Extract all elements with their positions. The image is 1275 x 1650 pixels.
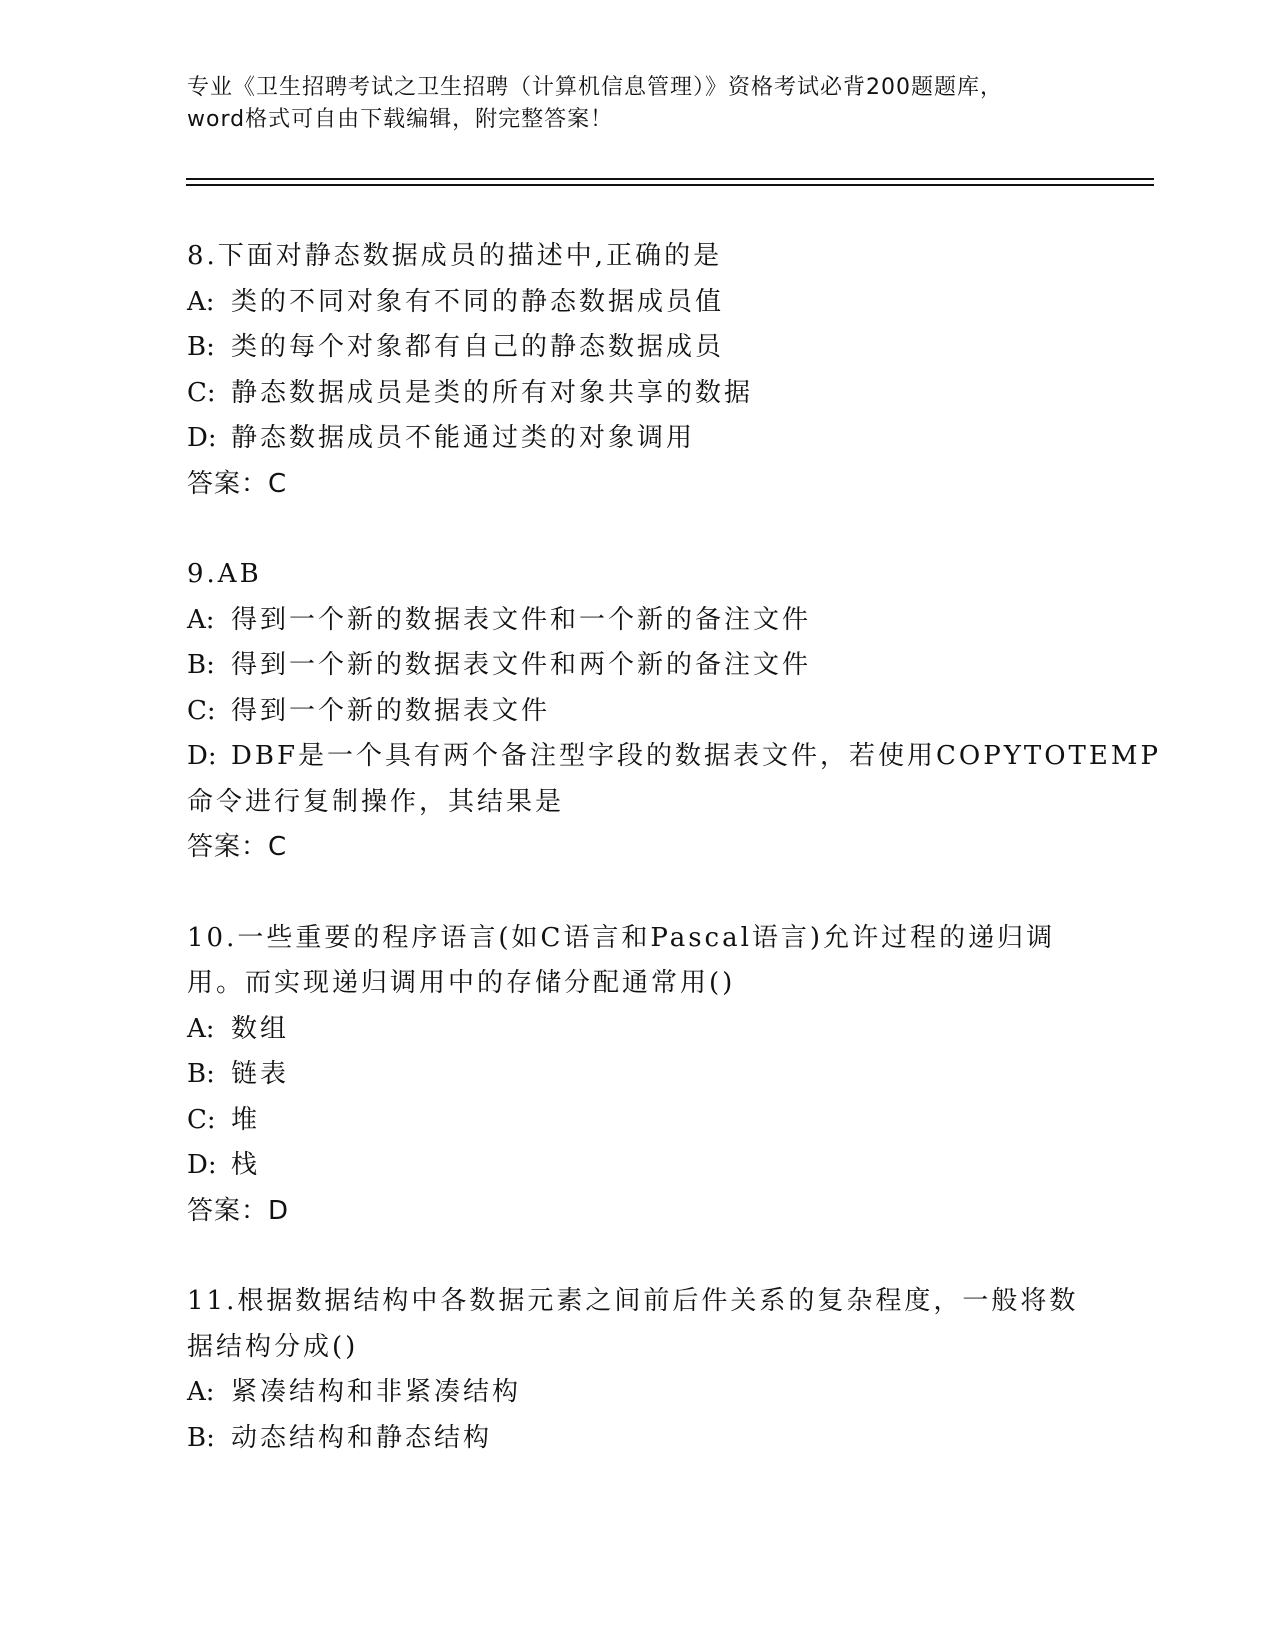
- option-text: 紧凑结构和非紧凑结构: [231, 1377, 522, 1407]
- option-c: [187, 371, 1087, 417]
- option-text: 静态数据成员不能通过类的对象调用: [231, 423, 696, 453]
- option-letter: A:: [187, 1377, 215, 1407]
- question-stem-continuation: 用。而实现递归调用中的存储分配通常用(): [187, 968, 736, 998]
- option-text: 得到一个新的数据表文件和一个新的备注文件: [231, 604, 812, 635]
- option-text: 得到一个新的数据表文件和两个新的备注文件: [231, 650, 812, 680]
- option-a: [187, 1370, 1087, 1416]
- header-line-1: 专业《卫生招聘考试之卫生招聘（计算机信息管理）》资格考试必背200题题库，: [187, 75, 1003, 100]
- option-b: [187, 643, 1087, 689]
- option-d-continuation: 命令进行复制操作，其结果是: [187, 786, 565, 817]
- option-text: 动态结构和静态结构: [231, 1422, 493, 1453]
- option-letter: C:: [187, 377, 216, 408]
- option-text: 类的每个对象都有自己的静态数据成员: [231, 332, 725, 362]
- option-text: 链表: [231, 1059, 290, 1089]
- option-text: 堆: [231, 1104, 261, 1135]
- question-stem: 11.根据数据结构中各数据元素之间前后件关系的复杂程度，一般将数: [187, 1286, 1079, 1316]
- option-a: [187, 280, 1087, 326]
- answer-line: 答案：C: [187, 468, 288, 499]
- question-11: [187, 1279, 1087, 1461]
- option-letter: B:: [187, 1059, 215, 1089]
- option-letter: C:: [187, 1104, 216, 1135]
- option-d: [187, 734, 1161, 780]
- option-text: 栈: [231, 1150, 261, 1180]
- option-b: [187, 1052, 1087, 1098]
- option-letter: D:: [187, 1150, 217, 1180]
- option-c: [187, 689, 1087, 735]
- question-stem: 8.下面对静态数据成员的描述中,正确的是: [187, 241, 723, 271]
- option-d: [187, 1143, 1087, 1189]
- option-b: [187, 1416, 1087, 1462]
- header-divider-top: [186, 178, 1154, 180]
- option-letter: C:: [187, 695, 216, 726]
- option-letter: B:: [187, 332, 215, 362]
- option-text: 静态数据成员是类的所有对象共享的数据: [231, 377, 754, 408]
- option-letter: A:: [187, 1013, 215, 1044]
- answer-line: 答案：D: [187, 1195, 290, 1226]
- option-letter: D:: [187, 741, 217, 771]
- option-text: 数组: [231, 1013, 290, 1044]
- option-b: [187, 325, 1087, 371]
- option-text: 得到一个新的数据表文件: [231, 695, 551, 726]
- question-stem-continuation: 据结构分成(): [187, 1331, 359, 1362]
- question-stem: 10.一些重要的程序语言(如C语言和Pascal语言)允许过程的递归调: [187, 922, 1056, 953]
- option-text: DBF是一个具有两个备注型字段的数据表文件，若使用COPYTOTEMP: [231, 741, 1161, 771]
- question-stem: 9.AB: [187, 559, 262, 589]
- option-letter: A:: [187, 286, 215, 317]
- option-d: [187, 416, 1087, 462]
- document-header: [187, 72, 1087, 136]
- question-10: [187, 916, 1087, 1235]
- option-letter: B:: [187, 650, 215, 680]
- option-letter: D:: [187, 423, 217, 453]
- option-text: 类的不同对象有不同的静态数据成员值: [231, 286, 725, 317]
- answer-line: 答案：C: [187, 832, 288, 862]
- question-list: [187, 234, 1161, 1506]
- option-c: [187, 1098, 1087, 1144]
- option-letter: A:: [187, 604, 215, 635]
- header-divider-bottom: [186, 184, 1154, 186]
- question-9: [187, 552, 1161, 871]
- option-a: [187, 598, 1087, 644]
- option-letter: B:: [187, 1422, 215, 1453]
- question-8: [187, 234, 1087, 507]
- option-a: [187, 1007, 1087, 1053]
- header-line-2: word格式可自由下载编辑，附完整答案！: [187, 107, 614, 132]
